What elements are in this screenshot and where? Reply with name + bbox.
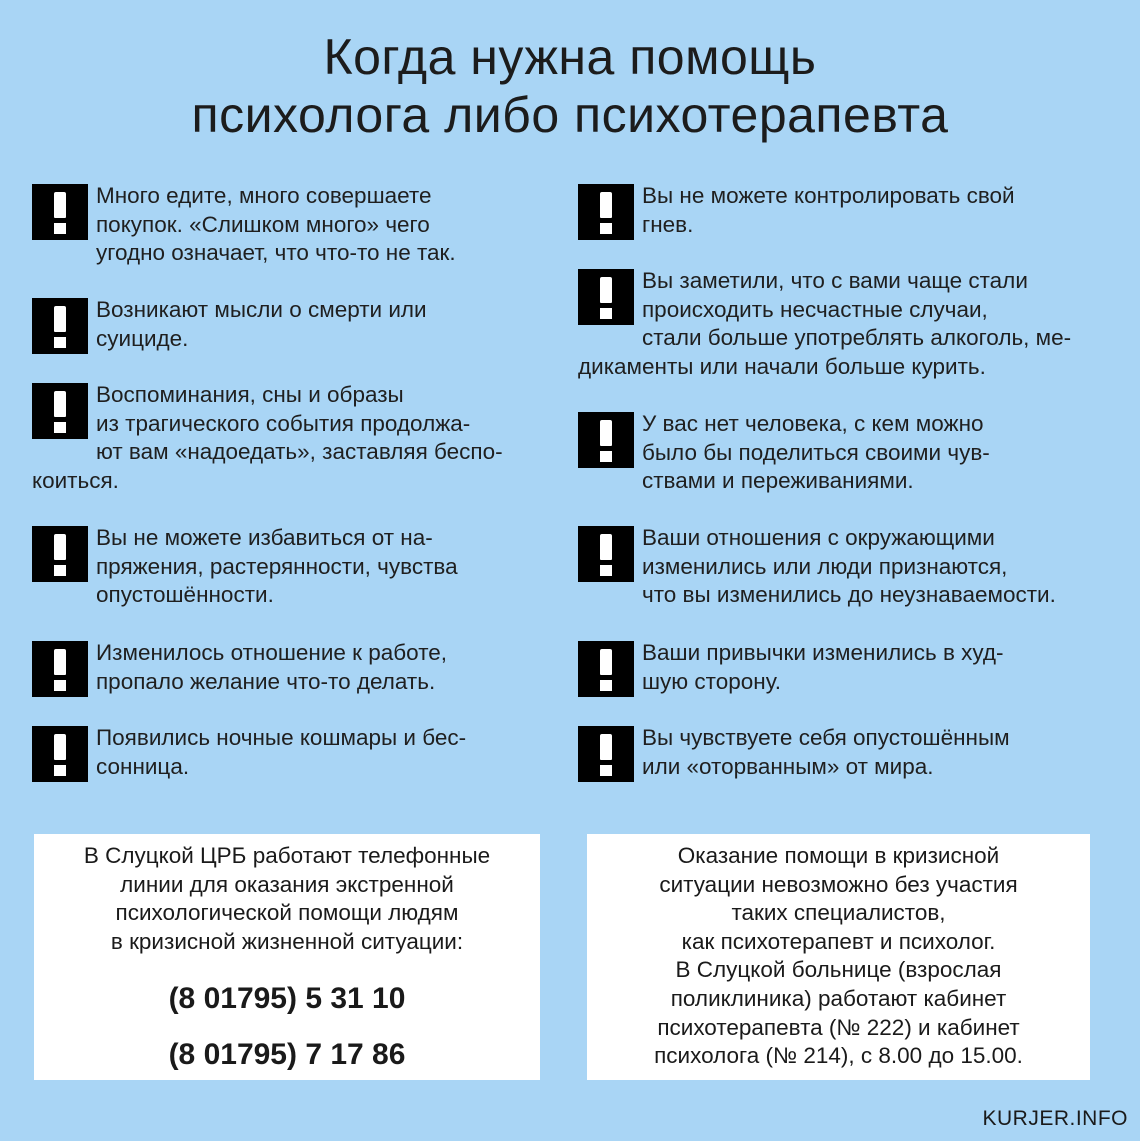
hotline-text-line: в кризисной жизненной ситуации:	[110, 928, 464, 954]
warning-item	[578, 639, 1108, 697]
warning-item	[32, 381, 552, 495]
clinic-text-line: поликлиника) работают кабинет	[670, 985, 1007, 1011]
warning-text-line: изменились или люди признаются,	[642, 553, 1008, 579]
warning-text-line: сонница.	[96, 753, 190, 779]
exclamation-icon	[578, 641, 634, 697]
warning-item	[32, 524, 552, 610]
warning-text-line: покупок. «Слишком много» чего	[96, 211, 430, 237]
warning-text-line: было бы поделиться своими чув-	[642, 439, 990, 465]
warning-text-line: пряжения, растерянности, чувства	[96, 553, 458, 579]
exclamation-icon	[32, 726, 88, 782]
exclamation-icon	[32, 184, 88, 240]
exclamation-icon	[578, 412, 634, 468]
hotline-box	[34, 834, 540, 1080]
warning-text-line: из трагического события продолжа-	[96, 410, 471, 436]
warning-item	[32, 182, 552, 268]
warning-text-line: стали больше употреблять алкоголь, ме-	[642, 325, 1072, 351]
warning-text-line: Ваши отношения с окружающими	[642, 525, 995, 550]
exclamation-icon	[578, 269, 634, 325]
exclamation-icon	[32, 641, 88, 697]
warning-text-line: гнев.	[642, 211, 694, 237]
page-title	[0, 28, 1140, 144]
warning-item	[578, 267, 1108, 381]
exclamation-icon	[578, 726, 634, 782]
warning-text-line: Много едите, много совершаете	[96, 183, 432, 208]
site-watermark: KURJER.INFO	[982, 1107, 1128, 1130]
warning-text-line: коиться.	[32, 467, 119, 493]
warning-text-line: Ваши привычки изменились в худ-	[642, 640, 1004, 665]
exclamation-icon	[32, 383, 88, 439]
clinic-text-line: В Слуцкой больнице (взрослая	[675, 957, 1002, 983]
warning-text-line: угодно означает, что что-то не так.	[96, 240, 456, 266]
clinic-text-line: Оказание помощи в кризисной	[677, 843, 1000, 868]
clinic-info-box	[587, 834, 1090, 1080]
hotline-text-line: В Слуцкой ЦРБ работают телефонные	[83, 843, 491, 868]
warning-item	[578, 410, 1108, 496]
warning-text-line: дикаменты или начали больше курить.	[578, 353, 986, 379]
warning-text-line: Вы заметили, что с вами чаще стали	[642, 268, 1028, 293]
warning-text-line: ствами и переживаниями.	[642, 468, 914, 494]
warning-item	[32, 296, 552, 354]
warning-text-line: что вы изменились до неузнаваемости.	[642, 582, 1056, 608]
clinic-text-line: таких специалистов,	[731, 900, 946, 926]
exclamation-icon	[578, 526, 634, 582]
phone-number-2: (8 01795) 7 17 86	[168, 1038, 406, 1072]
warning-item	[578, 524, 1108, 610]
warning-item	[32, 724, 552, 782]
warning-text-line: происходить несчастные случаи,	[642, 296, 988, 322]
warning-text-line: шую сторону.	[642, 668, 781, 694]
warning-text-line: Возникают мысли о смерти или	[96, 297, 427, 322]
hotline-text-line: линии для оказания экстренной	[120, 871, 454, 897]
warning-item	[578, 724, 1108, 782]
hotline-text-line: психологической помощи людям	[115, 900, 459, 926]
clinic-text-line: ситуации невозможно без участия	[659, 871, 1018, 897]
warning-item	[32, 639, 552, 697]
warning-text-line: или «оторванным» от мира.	[642, 753, 934, 779]
phone-number-1: (8 01795) 5 31 10	[168, 982, 406, 1016]
warning-text-line: Вы не можете избавиться от на-	[96, 525, 433, 550]
title-line-2: психолога либо психотерапевта	[191, 87, 949, 143]
warning-text-line: Вы не можете контролировать свой	[642, 183, 1015, 208]
warning-item	[578, 182, 1108, 240]
clinic-text-line: как психотерапевт и психолог.	[681, 928, 996, 954]
exclamation-icon	[32, 298, 88, 354]
warning-text-line: пропало желание что-то делать.	[96, 668, 436, 694]
warning-text-line: суициде.	[96, 325, 189, 351]
warning-text-line: Воспоминания, сны и образы	[96, 382, 404, 407]
warning-text-line: ют вам «надоедать», заставляя беспо-	[96, 439, 503, 465]
warning-text-line: У вас нет человека, с кем можно	[642, 411, 984, 436]
title-line-1: Когда нужна помощь	[323, 29, 817, 85]
clinic-text-line: психотерапевта (№ 222) и кабинет	[657, 1014, 1020, 1040]
warning-text-line: Появились ночные кошмары и бес-	[96, 725, 467, 750]
warning-text-line: Изменилось отношение к работе,	[96, 640, 448, 665]
clinic-text-line: психолога (№ 214), с 8.00 до 15.00.	[654, 1043, 1023, 1069]
warning-text-line: опустошённости.	[96, 582, 274, 608]
warning-text-line: Вы чувствуете себя опустошённым	[642, 725, 1010, 750]
exclamation-icon	[578, 184, 634, 240]
exclamation-icon	[32, 526, 88, 582]
